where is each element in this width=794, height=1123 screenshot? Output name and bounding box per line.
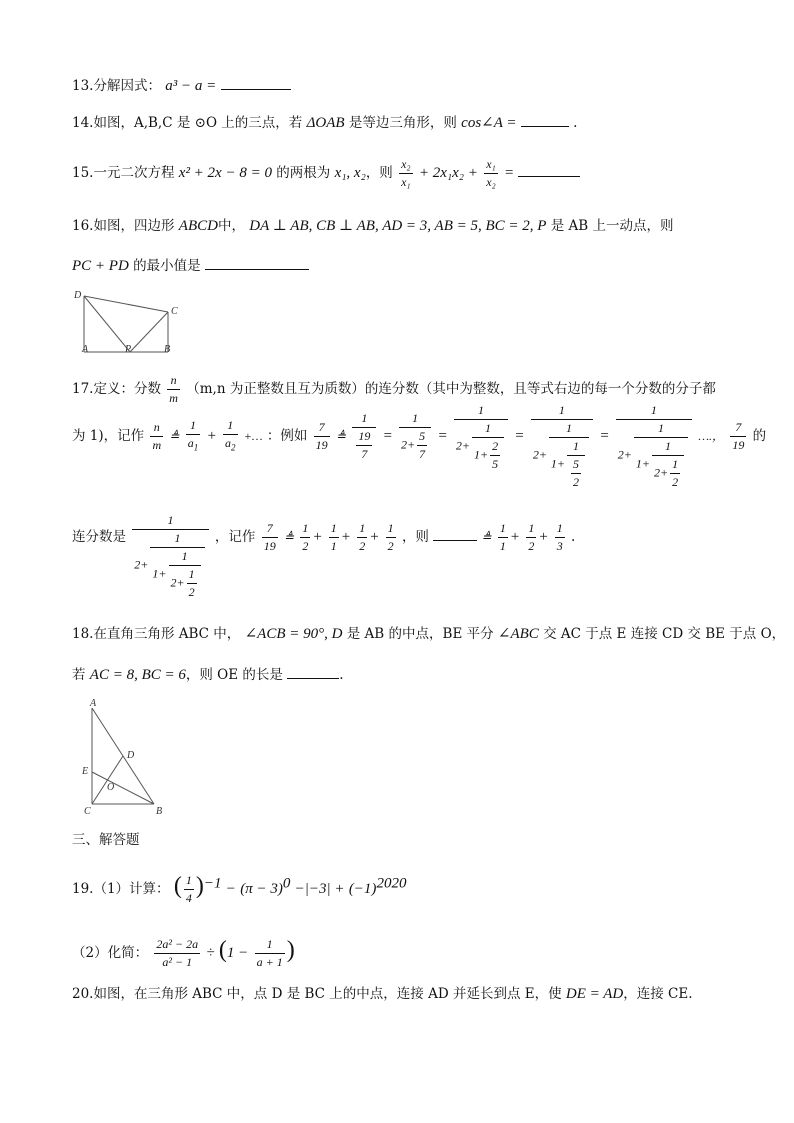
figure-16 [72, 286, 184, 358]
q15-mid: 的两根为 [276, 165, 331, 181]
q20-post: ，连接 CE. [623, 986, 693, 1002]
q19-div: ÷ [206, 945, 215, 961]
q17-n: n [167, 372, 180, 390]
q14-tail: . [573, 115, 578, 131]
q16-mid: 中， [217, 218, 245, 234]
question-18-line-1 [72, 624, 785, 644]
q17-ex-1-over-19-7: $\frac{1}{\frac{19}{7}}$ [352, 410, 376, 463]
q19-exp: −1 [203, 875, 222, 892]
q13-answer-blank[interactable] [221, 75, 291, 90]
q17-l3-pre: 连分数是 [72, 529, 126, 545]
question-18-line-2 [72, 664, 344, 685]
q18-condition: AC = 8, BC = 6 [89, 667, 186, 683]
q19-one: 1 − [226, 945, 249, 961]
q19-neg1: (−1) [348, 881, 377, 897]
fig18-label-b: B [156, 806, 163, 817]
q19-in-den: a + 1 [256, 955, 283, 969]
fig16-dc [84, 296, 168, 312]
q15-f1-den: x₁ [401, 175, 411, 189]
q20-cond: DE = AD [565, 986, 624, 1002]
q15-equals: = [504, 165, 515, 181]
q14-mid: 是等边三角形，则 [348, 115, 457, 131]
q16-line1-pre: 16.如图，四边形 [72, 218, 175, 234]
q15-f2-den: x₂ [486, 175, 496, 189]
q16-condition: DA ⊥ AB, CB ⊥ AB, AD = 3, AB = 5, BC = 2, P [249, 218, 547, 234]
q15-answer-blank[interactable] [518, 162, 580, 177]
q17-def-a1: $\frac{1}{a_1}$ [187, 417, 199, 453]
q19-neg1-exp: 2020 [376, 875, 407, 892]
q19-pi-exp: 0 [282, 875, 291, 892]
section-title: 三、解答题 [72, 832, 140, 848]
q15-roots: x₁, x₂ [334, 165, 366, 181]
q17-m: m [169, 391, 178, 405]
q17-frac-nm [167, 372, 180, 407]
q19-frac-1-4 [184, 872, 194, 907]
q15-label: 15.一元二次方程 [72, 165, 175, 181]
question-17-line-2: 为 1)，记作 $\frac{n}{m}$ ≜ $\frac{1}{a_1}$ + $\frac{1}{a_2}$ +… ：例如 $\frac{7}{19}$ ≜ $\frac{1}{\frac{19}{7}}$ = 1 2+ $\frac{5}{7}$ = 1 2+ 1 1+ $\frac{2}{5}$ = 1 2+ 1 1+ $\frac{1}{\frac{5}{2}}$ = 1 2+ 1 1+ 1 2+ $\frac{1}{2}$ ….， $\frac{7}{19}$ 的 [72, 403, 767, 489]
q19-main-fraction [154, 936, 200, 971]
question-14 [72, 112, 577, 133]
q17-l3-mid: ，记作 [214, 529, 256, 545]
q19-in-num: 1 [255, 936, 285, 954]
fig18-label-o: O [107, 782, 115, 793]
question-17-line-3: 连分数是 1 2+ 1 1+ 1 2+ $\frac{1}{2}$ ，记作 $\frac{7}{19}$ ≜ $\frac{1}{2}$ + $\frac{1}{1}$ + $\frac{1}{2}$ + $\frac{1}{2}$ ，则 ≜ $\frac{1}{1}$ + $\frac{1}{2}$ + $\frac{1}{3}$ . [72, 513, 576, 599]
q15-then: ，则 [365, 165, 393, 181]
q18-tail: . [339, 667, 344, 683]
q17-l1-post: （m,n 为正整数且互为质数）的连分数（其中为整数，且等式右边的每一个分数的分子都 [186, 381, 716, 397]
q16-line2-post: 的最小值是 [133, 258, 201, 274]
q17-ex-7-19: $\frac{7}{19}$ [315, 420, 328, 452]
q15-equation: x² + 2x − 8 = 0 [178, 165, 272, 181]
fig16-label-b: B [164, 344, 171, 355]
q17-ex-step-3: 1 2+ 1 1+ $\frac{1}{\frac{5}{2}}$ [531, 402, 593, 491]
q17-l2-mid: ：例如 [266, 428, 308, 444]
fig18-label-c: C [84, 806, 91, 817]
q14-answer-blank[interactable] [521, 112, 569, 127]
q17-def-nm: $\frac{n}{m}$ [152, 420, 162, 452]
q17-answer-blank[interactable] [433, 526, 477, 541]
q18-l1-post: 交 AC 于点 E 连接 CD 交 BE 于点 O， [543, 626, 786, 642]
q17-ex-step-1: 1 2+ $\frac{5}{7}$ [399, 410, 431, 463]
q16-expr: PC + PD [72, 258, 129, 274]
question-19-part-2: （2）化简： $\frac{\text{2a² − 2a}}{\text{a² − 1}}$ ÷ (1 − $\frac{1}{a + 1}$ ) [72, 937, 295, 969]
q16-quad: ABCD [178, 218, 218, 234]
q18-l2-post: ，则 OE 的长是 [185, 667, 283, 683]
q15-plus: + 2x₁x₂ + [418, 165, 478, 181]
q16-answer-blank[interactable] [205, 255, 309, 270]
q17-l1-pre: 17.定义：分数 [72, 381, 161, 397]
q18-l1-mid: 是 AB 的中点，BE 平分 [346, 626, 494, 642]
q17-cf-7-19: 1 2+ 1 1+ 1 2+ $\frac{1}{2}$ [132, 512, 208, 601]
fig16-pc [130, 312, 168, 352]
fig16-label-a: A [82, 344, 89, 355]
q17-ex-step-4: 1 2+ 1 1+ 1 2+ $\frac{1}{2}$ [616, 402, 692, 491]
q19-abs: −|−3| + [294, 881, 345, 897]
q13-label: 13.分解因式： [72, 78, 161, 94]
q17-ex-step-2: 1 2+ 1 1+ $\frac{2}{5}$ [454, 402, 508, 473]
q19-pi: (π − 3) [240, 881, 283, 897]
q15-fraction-1 [399, 156, 413, 191]
q17-l3-then: ，则 [401, 529, 429, 545]
q18-answer-blank[interactable] [287, 664, 339, 679]
q15-fraction-2 [484, 156, 498, 191]
question-20 [72, 984, 693, 1004]
q17-ex-7-19-b: $\frac{7}{19}$ [732, 420, 745, 452]
q15-f1-num: x₂ [399, 156, 413, 174]
q19-l2-pre: （2）化简： [72, 945, 149, 961]
q17-def-a2: $\frac{1}{a_2}$ [225, 417, 236, 453]
q19-l1-pre: 19.（1）计算： [72, 881, 170, 897]
fig18-label-a: A [90, 698, 97, 709]
figure-18 [72, 696, 172, 818]
q19-minus: − [225, 881, 236, 897]
fig16-dp [84, 296, 130, 352]
q13-expr: a³ − a = [165, 78, 217, 94]
q19-f-num: 1 [184, 872, 194, 890]
q20-pre: 20.如图，在三角形 ABC 中，点 D 是 BC 上的中点，连接 AD 并延长到点 E，使 [72, 986, 562, 1002]
fig18-label-e: E [82, 766, 89, 777]
q17-l3-end: . [571, 529, 576, 545]
question-16-line-1 [72, 216, 674, 236]
q17-ellipsis: ….， [698, 429, 725, 443]
question-19-part-1: 19.（1）计算： ( $\frac{1}{4}$ )$^{-1} - (\pi - 3)^0 -|-3| + (-1)^{2020}$ [72, 873, 407, 905]
q14-cos: cos∠A = [461, 115, 517, 131]
q18-angle: ∠ACB = 90°, D [244, 626, 343, 642]
q17-def-tri: ≜ [169, 429, 180, 443]
question-13 [72, 75, 291, 96]
q15-f2-num: x₁ [484, 156, 498, 174]
question-16-line-2 [72, 255, 309, 276]
q17-notation-7-19: $\frac{7}{19}$ [263, 521, 276, 553]
q14-triangle: ΔOAB [306, 115, 345, 131]
q19-inner-fraction [255, 936, 285, 971]
q17-def-dots: +… [243, 429, 263, 443]
q18-l2-pre: 若 [72, 667, 86, 683]
q14-label: 14.如图，A,B,C 是 ⊙O 上的三点，若 [72, 115, 303, 131]
fig16-label-p: P [125, 344, 132, 355]
q19-f-den: 4 [185, 891, 192, 905]
fig16-label-c: C [171, 306, 178, 317]
q17-l2-pre: 为 1)，记作 [72, 428, 145, 444]
fig16-label-d: D [74, 290, 82, 301]
question-15 [72, 156, 580, 191]
q16-line1-post: 是 AB 上一动点，则 [550, 218, 674, 234]
fig18-eb [92, 772, 154, 804]
q18-l1-pre: 18.在直角三角形 ABC 中， [72, 626, 241, 642]
q18-angle2: ∠ABC [497, 626, 539, 642]
fig18-label-d: D [127, 750, 135, 761]
q19-den: a² − 1 [162, 955, 193, 969]
q17-de: 的 [752, 428, 767, 444]
q19-num: 2a² − 2a [154, 936, 200, 954]
